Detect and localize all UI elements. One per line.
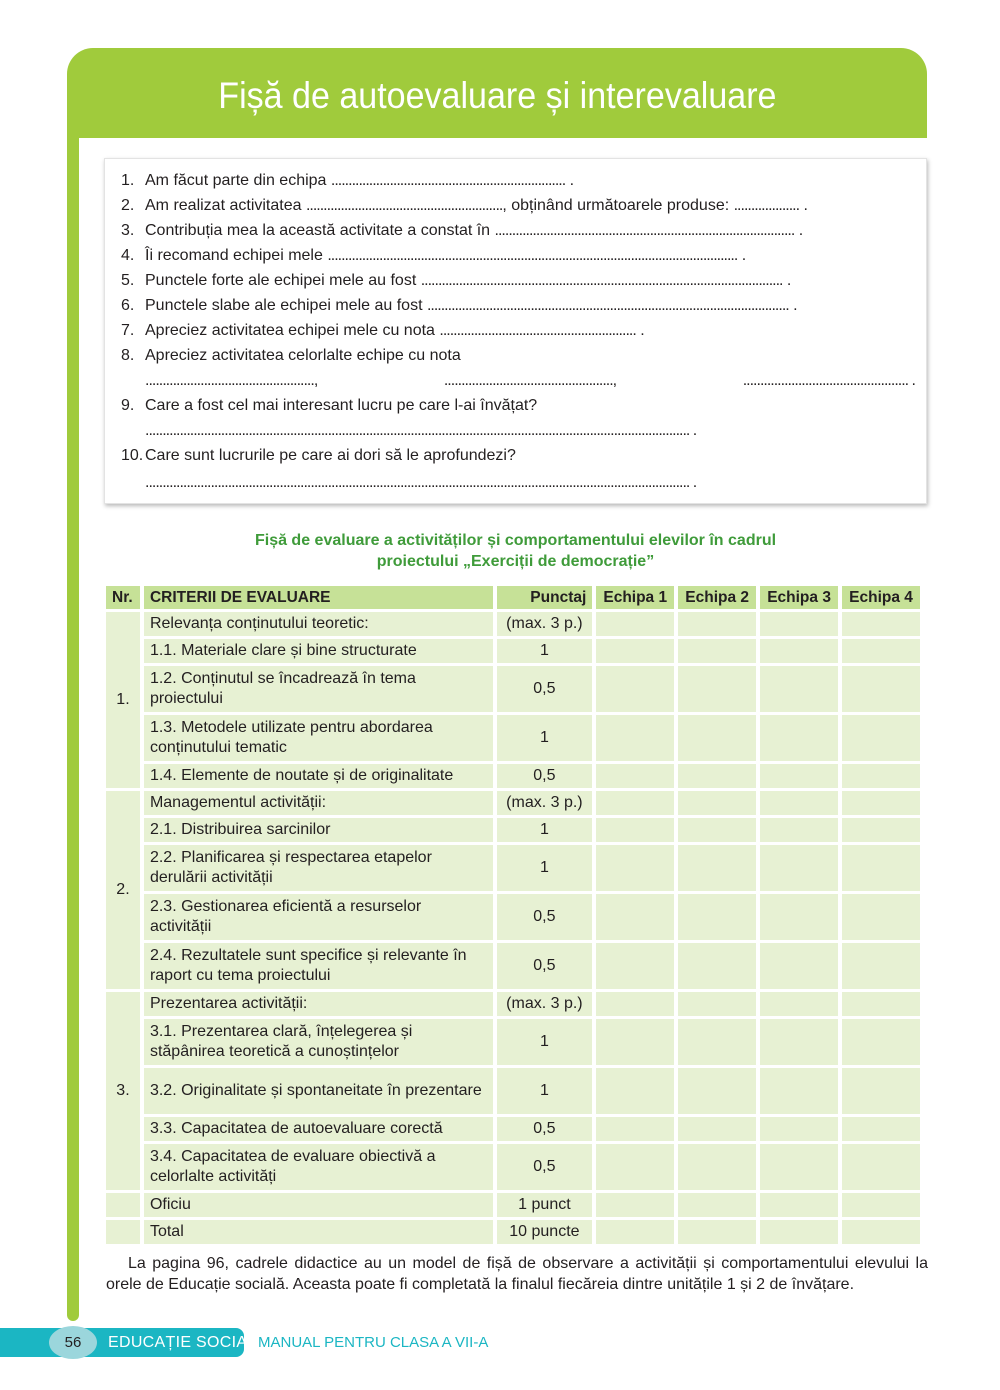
question-9: 9. Care a fost cel mai interesant lucru pe care l-ai învățat? (121, 397, 538, 414)
table-row (106, 715, 920, 761)
answer-blank[interactable]: ....................................................................................... (494, 222, 795, 239)
footer-subject: EDUCAȚIE SOCIALĂ (108, 1334, 268, 1351)
col-nr: Nr. (106, 586, 140, 609)
answer-blank[interactable]: ................... (733, 197, 800, 214)
table-row-total (106, 1220, 920, 1244)
team-2-cell[interactable] (678, 943, 756, 989)
team-2-cell[interactable] (678, 894, 756, 940)
team-1-cell[interactable] (596, 1220, 674, 1244)
points: 0,5 (497, 1144, 593, 1190)
criterion: 2.4. Rezultatele sunt specifice și relevante în raport cu tema proiectului (144, 943, 493, 989)
team-3-cell[interactable] (760, 894, 838, 940)
col-team-4: Echipa 4 (842, 586, 920, 609)
points: (max. 3 p.) (497, 791, 593, 815)
criterion: 1.3. Metodele utilizate pentru abordarea conținutului tematic (144, 715, 493, 761)
evaluation-table-title (104, 530, 927, 572)
team-4-cell[interactable] (842, 764, 920, 788)
title-line-2: proiectului „Exerciții de democrație” (376, 553, 655, 570)
team-2-cell[interactable] (678, 612, 756, 636)
table-row (106, 639, 920, 663)
points: 1 (497, 818, 593, 842)
points: 1 punct (497, 1193, 593, 1217)
points: 0,5 (497, 1117, 593, 1141)
question-2: 2. Am realizat activitatea ........................................................., obținând următoarele produse: ................... . (121, 197, 808, 214)
criterion: 3.1. Prezentarea clară, înțelegerea și stăpânirea teoretică a cunoștințelor (144, 1019, 493, 1065)
question-4: 4. Îi recomand echipei mele ....................................................................................................................... . (121, 247, 747, 264)
self-assessment-card (104, 158, 927, 504)
team-1-cell[interactable] (596, 639, 674, 663)
team-1-cell[interactable] (596, 764, 674, 788)
table-row (106, 1068, 920, 1114)
team-2-cell[interactable] (678, 715, 756, 761)
title-line-1: Fișă de evaluare a activităților și comportamentului elevilor în cadrul (254, 532, 777, 549)
team-2-cell[interactable] (678, 1068, 756, 1114)
table-row-oficiu (106, 1193, 920, 1217)
points: 1 (497, 1019, 593, 1065)
points: 0,5 (497, 943, 593, 989)
table-row (106, 845, 920, 891)
team-3-cell[interactable] (760, 1220, 838, 1244)
group-nr: 1. (106, 612, 140, 788)
team-4-cell[interactable] (842, 1220, 920, 1244)
team-3-cell[interactable] (760, 764, 838, 788)
criterion: 3.4. Capacitatea de evaluare obiectivă a celorlalte activități (144, 1144, 493, 1190)
criterion: 1.1. Materiale clare și bine structurate (144, 639, 493, 663)
answer-blank-team-c[interactable]: ................................................ . (742, 372, 915, 389)
team-3-cell[interactable] (760, 943, 838, 989)
criterion: Oficiu (144, 1193, 493, 1217)
team-4-cell[interactable] (842, 612, 920, 636)
team-1-cell[interactable] (596, 715, 674, 761)
team-2-cell[interactable] (678, 791, 756, 815)
table-row (106, 1144, 920, 1190)
criterion: Total (144, 1220, 493, 1244)
team-3-cell[interactable] (760, 612, 838, 636)
team-4-cell[interactable] (842, 715, 920, 761)
criterion: 2.3. Gestionarea eficientă a resurselor activității (144, 894, 493, 940)
question-7: 7. Apreciez activitatea echipei mele cu nota ......................................................... . (121, 322, 645, 339)
team-3-cell[interactable] (760, 818, 838, 842)
points: (max. 3 p.) (497, 612, 593, 636)
team-4-cell[interactable] (842, 992, 920, 1016)
team-3-cell[interactable] (760, 1193, 838, 1217)
team-3-cell[interactable] (760, 639, 838, 663)
points: 1 (497, 845, 593, 891)
team-2-cell[interactable] (678, 1220, 756, 1244)
col-team-3: Echipa 3 (760, 586, 838, 609)
team-4-cell[interactable] (842, 1144, 920, 1190)
answer-blank[interactable]: ......................................................................................................... (420, 272, 783, 289)
group-nr: 3. (106, 992, 140, 1190)
question-10: 10. Care sunt lucrurile pe care ai dori să le aprofundezi? (121, 447, 516, 464)
team-1-cell[interactable] (596, 1068, 674, 1114)
question-10-answer[interactable]: .............................................................................................................................................................. . (145, 474, 697, 491)
team-1-cell[interactable] (596, 1117, 674, 1141)
criterion: Managementul activității: (144, 791, 493, 815)
team-1-cell[interactable] (596, 666, 674, 712)
page-number: 56 (49, 1326, 97, 1359)
answer-blank[interactable]: ......................................................... (439, 322, 636, 339)
team-3-cell[interactable] (760, 1068, 838, 1114)
team-4-cell[interactable] (842, 791, 920, 815)
answer-blank[interactable]: .................................................................... (330, 172, 566, 189)
team-4-cell[interactable] (842, 639, 920, 663)
team-1-cell[interactable] (596, 1144, 674, 1190)
team-2-cell[interactable] (678, 818, 756, 842)
team-1-cell[interactable] (596, 1019, 674, 1065)
criterion: Relevanța conținutului teoretic: (144, 612, 493, 636)
team-3-cell[interactable] (760, 992, 838, 1016)
team-4-cell[interactable] (842, 1193, 920, 1217)
team-2-cell[interactable] (678, 845, 756, 891)
points: 1 (497, 1068, 593, 1114)
team-1-cell[interactable] (596, 894, 674, 940)
col-team-1: Echipa 1 (596, 586, 674, 609)
team-3-cell[interactable] (760, 1144, 838, 1190)
points: 0,5 (497, 894, 593, 940)
table-row (106, 612, 920, 636)
team-1-cell[interactable] (596, 943, 674, 989)
answer-blank[interactable]: ......................................................... (305, 197, 503, 214)
team-1-cell[interactable] (596, 791, 674, 815)
points: 10 puncte (497, 1220, 593, 1244)
group-nr (106, 1193, 140, 1217)
team-1-cell[interactable] (596, 845, 674, 891)
team-2-cell[interactable] (678, 1193, 756, 1217)
page-title: Fișă de autoevaluare și interevaluare (217, 75, 777, 116)
answer-blank[interactable]: ....................................................................................................................... (327, 247, 738, 264)
team-2-cell[interactable] (678, 1117, 756, 1141)
answer-blank[interactable]: ......................................................................................................... (426, 297, 789, 314)
team-4-cell[interactable] (842, 1117, 920, 1141)
question-9-answer[interactable]: .............................................................................................................................................................. . (145, 422, 697, 439)
table-row (106, 894, 920, 940)
col-criteria: CRITERII DE EVALUARE (144, 586, 493, 609)
question-5: 5. Punctele forte ale echipei mele au fost ......................................................................................................... . (121, 272, 792, 289)
question-1: 1. Am făcut parte din echipa .................................................................... . (121, 172, 575, 189)
left-green-border (67, 137, 79, 1321)
page-header-banner (67, 48, 927, 138)
criterion: 3.2. Originalitate și spontaneitate în prezentare (144, 1068, 493, 1114)
points: (max. 3 p.) (497, 992, 593, 1016)
question-6: 6. Punctele slabe ale echipei mele au fost ......................................................................................................... . (121, 297, 798, 314)
table-row (106, 818, 920, 842)
team-3-cell[interactable] (760, 1019, 838, 1065)
team-1-cell[interactable] (596, 1193, 674, 1217)
points: 1 (497, 715, 593, 761)
points: 0,5 (497, 764, 593, 788)
team-2-cell[interactable] (678, 992, 756, 1016)
team-3-cell[interactable] (760, 791, 838, 815)
question-3: 3. Contribuția mea la această activitate a constat în ....................................................................................... . (121, 222, 804, 239)
criterion: Prezentarea activității: (144, 992, 493, 1016)
team-4-cell[interactable] (842, 894, 920, 940)
points: 0,5 (497, 666, 593, 712)
points: 1 (497, 639, 593, 663)
question-8-blanks (145, 371, 915, 391)
team-4-cell[interactable] (842, 1019, 920, 1065)
team-2-cell[interactable] (678, 639, 756, 663)
answer-blank-team-b[interactable]: ................................................., (443, 372, 617, 389)
table-row (106, 992, 920, 1016)
criterion: 1.4. Elemente de noutate și de originalitate (144, 764, 493, 788)
col-points: Punctaj (497, 586, 593, 609)
team-1-cell[interactable] (596, 992, 674, 1016)
table-header-row (106, 586, 920, 609)
team-1-cell[interactable] (596, 612, 674, 636)
criterion: 2.1. Distribuirea sarcinilor (144, 818, 493, 842)
teacher-note: La pagina 96, cadrele didactice au un model de fișă de observare a activității și comportamentului elevului la orele de Educație socială. Aceasta poate fi completată la finalul fiecăreia dintre unitățile 1 și 2 de învățare. (106, 1255, 928, 1293)
team-4-cell[interactable] (842, 943, 920, 989)
table-row (106, 764, 920, 788)
team-4-cell[interactable] (842, 818, 920, 842)
criterion: 1.2. Conținutul se încadrează în tema proiectului (144, 666, 493, 712)
team-3-cell[interactable] (760, 845, 838, 891)
table-row (106, 791, 920, 815)
group-nr (106, 1220, 140, 1244)
criterion: 3.3. Capacitatea de autoevaluare corectă (144, 1117, 493, 1141)
team-4-cell[interactable] (842, 1068, 920, 1114)
team-3-cell[interactable] (760, 1117, 838, 1141)
team-2-cell[interactable] (678, 1019, 756, 1065)
team-2-cell[interactable] (678, 764, 756, 788)
answer-blank-team-a[interactable]: ................................................., (145, 372, 318, 389)
footer-manual: MANUAL PENTRU CLASA A VII-A (258, 1334, 489, 1351)
question-8: 8. Apreciez activitatea celorlalte echipe cu nota (121, 347, 461, 364)
team-2-cell[interactable] (678, 1144, 756, 1190)
criterion: 2.2. Planificarea și respectarea etapelor derulării activității (144, 845, 493, 891)
table-row (106, 1117, 920, 1141)
col-team-2: Echipa 2 (678, 586, 756, 609)
team-3-cell[interactable] (760, 666, 838, 712)
team-4-cell[interactable] (842, 666, 920, 712)
team-3-cell[interactable] (760, 715, 838, 761)
group-nr: 2. (106, 791, 140, 989)
team-1-cell[interactable] (596, 818, 674, 842)
table-row (106, 943, 920, 989)
evaluation-table (102, 583, 924, 1247)
table-row (106, 666, 920, 712)
team-2-cell[interactable] (678, 666, 756, 712)
table-row (106, 1019, 920, 1065)
team-4-cell[interactable] (842, 845, 920, 891)
